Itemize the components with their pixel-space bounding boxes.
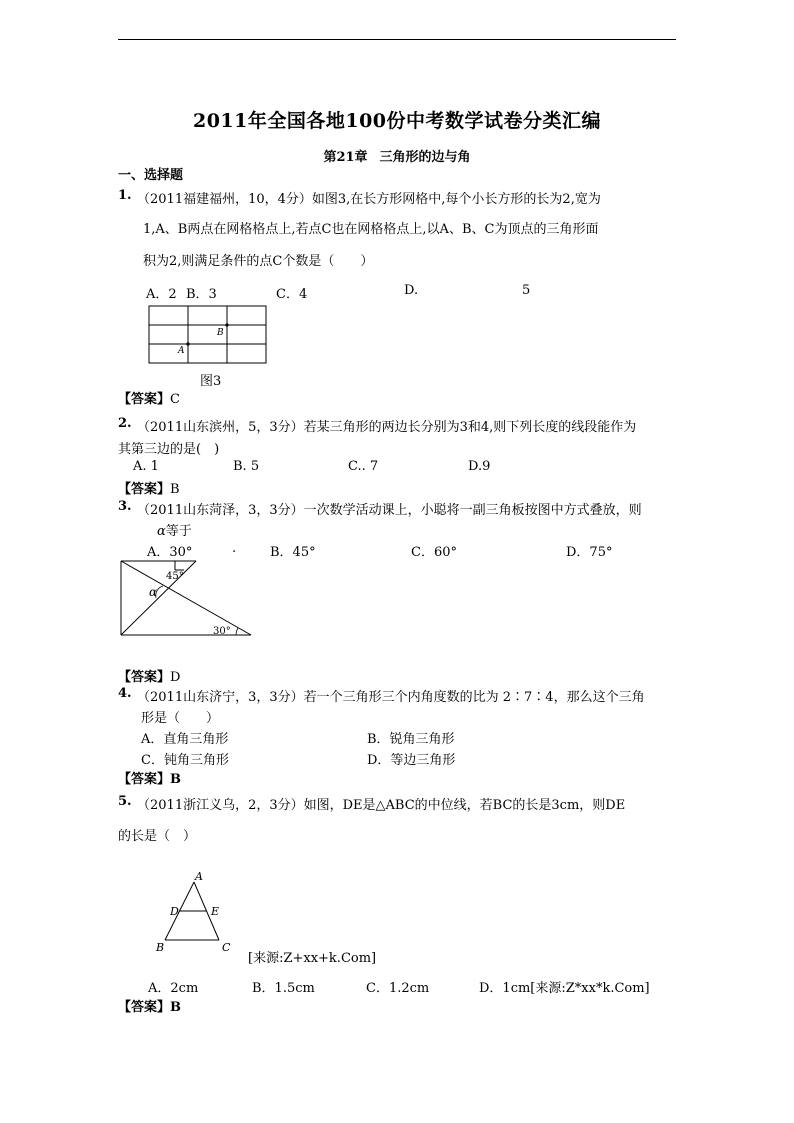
question-text-line: 积为2,则满足条件的点C个数是（ ） — [143, 254, 374, 269]
question-text-line: （2011福建福州，10，4分）如图3,在长方形网格中,每个小长方形的长为2,宽为 — [137, 192, 601, 207]
question-number: 2. — [118, 416, 132, 431]
angle-alpha-label: α — [149, 585, 158, 599]
answer-value: C — [170, 392, 180, 407]
option-a: A．30° — [147, 545, 193, 560]
section-heading: 一、选择题 — [118, 168, 184, 183]
point-e-label: E — [211, 905, 220, 918]
midline-triangle-figure — [150, 868, 240, 954]
grid-figure — [148, 305, 268, 365]
figure-caption: 图3 — [200, 374, 222, 389]
answer-value: B — [170, 482, 180, 497]
chapter-heading — [0, 146, 794, 165]
vertex-b-label: B — [156, 941, 165, 954]
option-b: B. 5 — [233, 459, 260, 474]
angle-45-label: 45° — [166, 571, 184, 582]
question-text-line: （2011山东济宁，3，3分）若一个三角形三个内角度数的比为 2∶7∶4，那么这个三角 — [137, 690, 645, 705]
option-c: C．4 — [276, 287, 308, 302]
question-text-line — [157, 520, 192, 539]
vertex-c-label: C — [222, 941, 231, 954]
header-rule — [118, 39, 676, 40]
option-d-value: 5 — [522, 283, 531, 298]
answer-tag: 【答案】 — [118, 670, 171, 685]
option-d: D．75° — [566, 545, 613, 560]
answer-tag: 【答案】 — [118, 1000, 171, 1015]
option-d: D．等边三角形 — [367, 753, 456, 768]
answer-line — [118, 478, 180, 497]
grid-label-b: B — [217, 328, 224, 338]
option-a: A．2 — [146, 287, 177, 302]
source-watermark: [来源:Z+xx+k.Com] — [248, 951, 377, 966]
triangle-boards-figure — [118, 558, 254, 640]
option-a: A．2cm — [148, 981, 199, 996]
answer-line — [118, 388, 180, 407]
question-number: 5. — [118, 794, 132, 809]
stray-dot: . — [232, 541, 237, 556]
question-text-line: （2011山东菏泽，3，3分）一次数学活动课上，小聪将一副三角板按图中方式叠放，则 — [137, 503, 642, 518]
option-c: C．60° — [411, 545, 457, 560]
question-text-line: 其第三边的是( ) — [118, 442, 220, 457]
answer-tag: 【答案】 — [118, 482, 171, 497]
answer-value: B — [170, 1000, 182, 1015]
answer-line — [118, 768, 181, 787]
vertex-a-label: A — [195, 870, 203, 883]
answer-tag: 【答案】 — [118, 392, 171, 407]
question-text-line: 1,A、B两点在网格格点上,若点C也在网格格点上,以A、B、C为顶点的三角形面 — [143, 222, 599, 237]
question-number: 1. — [118, 188, 132, 203]
chapter-number: 第21章 — [323, 150, 368, 165]
option-d: D.9 — [468, 459, 491, 474]
option-b: B．锐角三角形 — [367, 732, 455, 747]
question-text-line: （2011山东滨州，5，3分）若某三角形的两边长分别为3和4,则下列长度的线段能作为 — [137, 420, 637, 435]
option-d: D．1cm[来源:Z*xx*k.Com] — [479, 981, 650, 996]
option-c: C．钝角三角形 — [141, 753, 229, 768]
chapter-title: 三角形的边与角 — [379, 150, 471, 165]
answer-value: D — [170, 670, 181, 685]
option-c: C．1.2cm — [366, 981, 430, 996]
option-b: B．45° — [270, 545, 316, 560]
point-d-label: D — [170, 905, 179, 918]
question-text-line: 的长是（ ） — [118, 829, 197, 844]
question-text-line: 形是（ ） — [141, 711, 220, 726]
alpha-symbol: α — [157, 524, 166, 539]
option-a: A. 1 — [133, 459, 159, 474]
question-number: 3. — [118, 499, 132, 514]
option-d: D. — [404, 283, 419, 298]
page-title: 2011年全国各地100份中考数学试卷分类汇编 — [192, 110, 602, 132]
option-b: B．3 — [186, 287, 217, 302]
answer-value: B — [170, 772, 182, 787]
question-number: 4. — [118, 686, 132, 701]
answer-line — [118, 666, 180, 685]
answer-tag: 【答案】 — [118, 772, 171, 787]
option-a: A．直角三角形 — [141, 732, 229, 747]
grid-label-a: A — [178, 346, 185, 356]
option-c: C.. 7 — [348, 459, 379, 474]
answer-line — [118, 996, 181, 1015]
option-b: B．1.5cm — [252, 981, 315, 996]
question-text-tail: 等于 — [165, 524, 192, 539]
angle-30-label: 30° — [213, 626, 231, 637]
question-text-line: （2011浙江义乌，2，3分）如图，DE是△ABC的中位线，若BC的长是3cm，则DE — [137, 798, 626, 813]
